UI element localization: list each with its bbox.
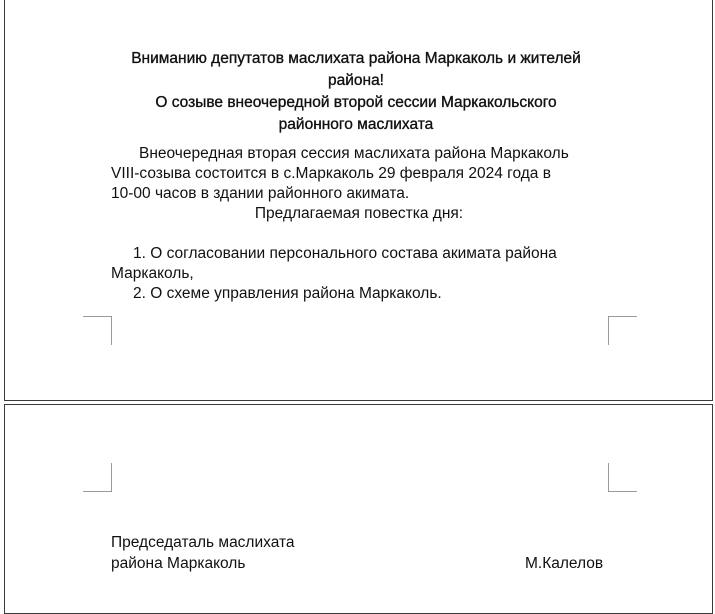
agenda-title: Предлагаемая повестка дня: [254, 205, 464, 222]
agenda-item-1-line-2: Маркаколь, [111, 265, 194, 282]
signatory-title-line-2: района Маркаколь [111, 555, 246, 572]
intro-line-3: 10-00 часов в здании районного акимата. [111, 185, 410, 202]
signatory-name [525, 553, 603, 574]
intro-line-2: VIII-созыва состоится в с.Маркаколь 29 февраля 2024 года в [111, 165, 551, 182]
agenda-item-1-line-1: 1. О согласовании персонального состава акимата района [133, 245, 557, 262]
announcement-body [111, 144, 607, 304]
heading-line-3: О созыве внеочередной второй сессии Маркакольского [155, 94, 557, 111]
intro-line-1: Внеочередная вторая сессия маслихата района Маркаколь [139, 145, 569, 162]
announcement-heading [105, 48, 607, 136]
signatory-title [111, 532, 295, 574]
heading-line-2: района! [327, 72, 384, 89]
document-page-2 [4, 404, 713, 614]
margin-corner-mark [608, 316, 637, 345]
signatory-title-line-1: Председаталь маслихата [111, 534, 295, 551]
signatory-name-text: М.Калелов [525, 555, 604, 572]
heading-line-4: районного маслихата [278, 116, 434, 133]
paragraph-gap [111, 224, 607, 244]
margin-corner-mark [608, 463, 637, 492]
margin-corner-mark [83, 316, 112, 345]
heading-line-1: Вниманию депутатов маслихата района Маркаколь и жителей [131, 50, 581, 67]
agenda-item-2: 2. О схеме управления района Маркаколь. [133, 285, 442, 302]
document-page-1 [4, 0, 713, 401]
margin-corner-mark [83, 463, 112, 492]
